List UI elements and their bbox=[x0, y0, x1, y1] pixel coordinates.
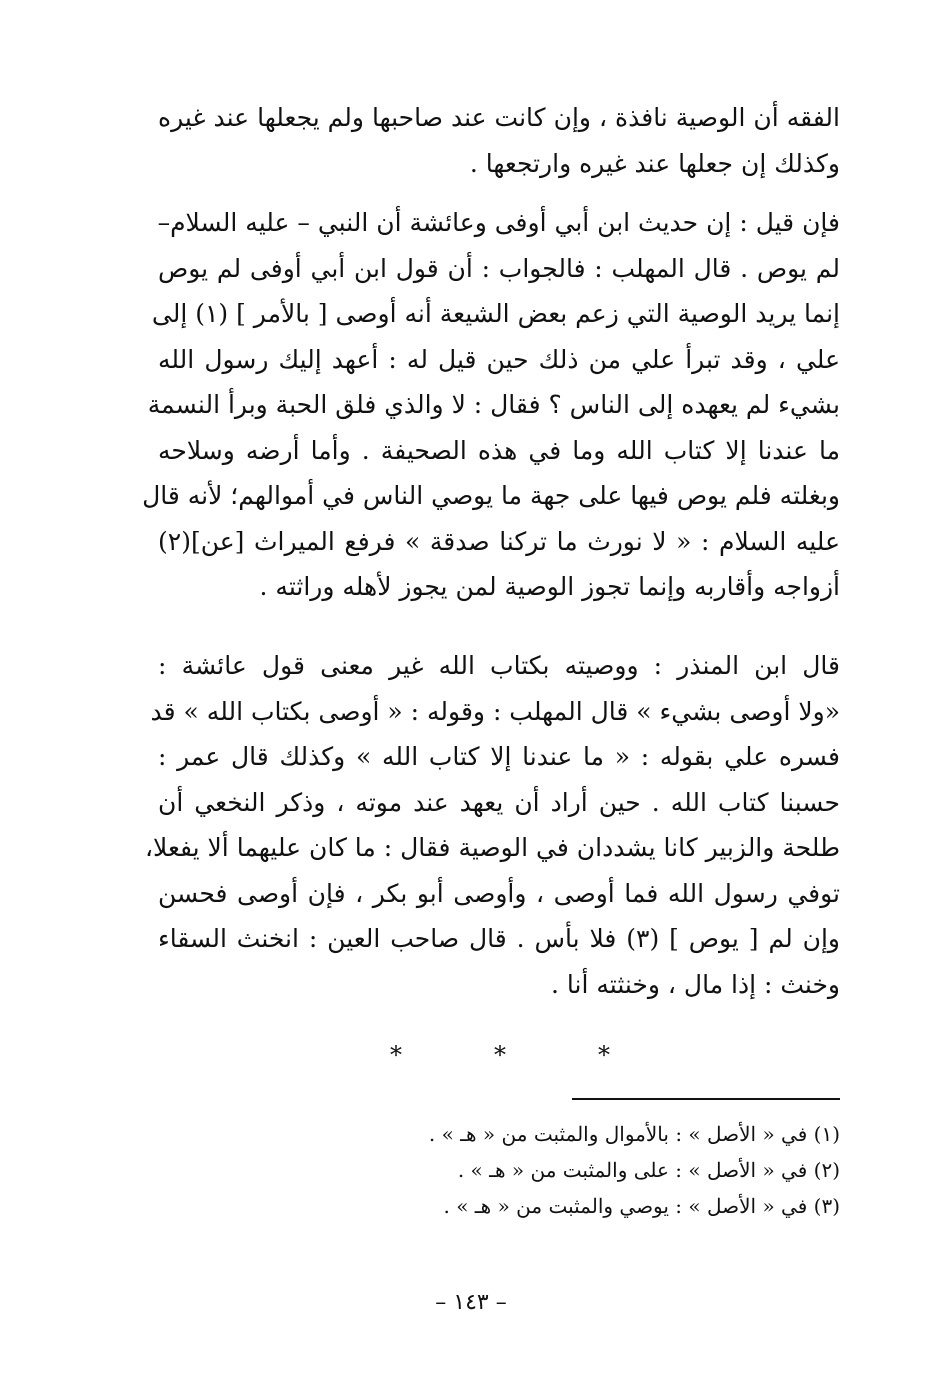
text-line: أزواجه وأقاربه وإنما تجوز الوصية لمن يجوز لأهله وراثته . bbox=[259, 572, 840, 601]
asterism-star-icon: * bbox=[598, 1041, 610, 1069]
footnotes bbox=[400, 1116, 840, 1224]
footnote-1: (١) في « الأصل » : بالأموال والمثبت من « هـ » . bbox=[428, 1122, 840, 1146]
text-line: حسبنا كتاب الله . حين أراد أن يعهد عند موته ، وذكر النخعي أن bbox=[158, 787, 840, 817]
asterism-star-icon: * bbox=[390, 1041, 402, 1069]
footnote-separator-rule bbox=[572, 1098, 840, 1100]
paragraph-1 bbox=[158, 95, 840, 186]
paragraph-2 bbox=[142, 200, 840, 610]
section-divider-ornament bbox=[390, 1040, 610, 1070]
text-line: وخنث : إذا مال ، وخنثته أنا . bbox=[551, 969, 840, 999]
text-line: قال ابن المنذر : ووصيته بكتاب الله غير معنى قول عائشة : bbox=[158, 651, 840, 680]
footnote-3: (٣) في « الأصل » : يوصي والمثبت من « هـ » . bbox=[443, 1194, 840, 1218]
text-line: وبغلته فلم يوص فيها على جهة ما يوصي الناس في أموالهم؛ لأنه قال bbox=[142, 481, 840, 510]
asterism-star-icon: * bbox=[494, 1041, 506, 1069]
text-line: إنما يريد الوصية التي زعم بعض الشيعة أنه أوصى [ بالأمر ] (١) إلى bbox=[151, 299, 840, 328]
text-line: عليه السلام : « لا نورث ما تركنا صدقة » فرفع الميراث [عن](٢) bbox=[158, 526, 840, 556]
text-line: بشيء لم يعهده إلى الناس ؟ فقال : لا والذي فلق الحبة وبرأ النسمة bbox=[147, 390, 840, 419]
text-line: لم يوص . قال المهلب : فالجواب : أن قول ابن أبي أوفى لم يوص bbox=[158, 253, 840, 283]
text-line: «ولا أوصى بشيء » قال المهلب : وقوله : « أوصى بكتاب الله » قد bbox=[150, 696, 840, 726]
text-line: ما عندنا إلا كتاب الله وما في هذه الصحيفة . وأما أرضه وسلاحه bbox=[158, 435, 840, 465]
text-line: الفقه أن الوصية نافذة ، وإن كانت عند صاحبها ولم يجعلها عند غيره bbox=[158, 103, 840, 132]
text-line: فإن قيل : إن حديث ابن أبي أوفى وعائشة أن النبي – عليه السلام– bbox=[157, 208, 840, 237]
text-line: وكذلك إن جعلها عند غيره وارتجعها . bbox=[469, 148, 840, 178]
paragraph-3 bbox=[144, 643, 840, 1007]
text-line: وإن لم [ يوص ] (٣) فلا بأس . قال صاحب العين : انخنث السقاء bbox=[158, 924, 840, 953]
footnote-2: (٢) في « الأصل » : على والمثبت من « هـ » . bbox=[457, 1158, 840, 1182]
page-number: – ١٤٣ – bbox=[435, 1290, 507, 1315]
text-line: طلحة والزبير كانا يشددان في الوصية فقال : ما كان عليهما ألا يفعلا، bbox=[144, 833, 840, 862]
text-line: توفي رسول الله فما أوصى ، وأوصى أبو بكر ، فإن أوصى فحسن bbox=[158, 878, 840, 908]
text-line: علي ، وقد تبرأ علي من ذلك حين قيل له : أعهد إليك رسول الله bbox=[158, 344, 840, 374]
text-line: فسره علي بقوله : « ما عندنا إلا كتاب الله » وكذلك قال عمر : bbox=[158, 742, 840, 771]
